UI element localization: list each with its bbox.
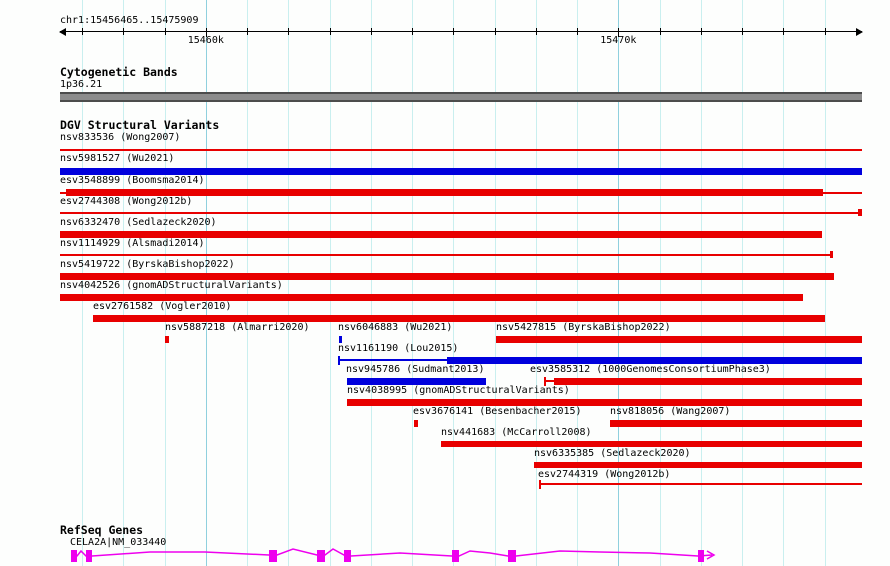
gene-exon-block[interactable] (317, 550, 325, 562)
variant-bar-segment[interactable] (66, 189, 823, 196)
variant-bar-segment[interactable] (534, 462, 862, 468)
minor-gridline (783, 0, 784, 566)
variant-label[interactable]: nsv4042526 (gnomADStructuralVariants) (60, 280, 283, 291)
minor-gridline (288, 0, 289, 566)
variant-bar-segment[interactable] (60, 168, 862, 175)
variant-bar-segment[interactable] (447, 357, 862, 364)
variant-label[interactable]: nsv833536 (Wong2007) (60, 132, 181, 143)
ruler-tick (412, 28, 413, 35)
major-gridline (618, 0, 619, 566)
variant-label[interactable]: nsv4038995 (gnomADStructuralVariants) (347, 385, 570, 396)
dgv-track-title: DGV Structural Variants (60, 118, 220, 132)
variant-label[interactable]: nsv945786 (Sudmant2013) (346, 364, 485, 375)
variant-bar-segment[interactable] (347, 378, 486, 385)
ruler-tick (165, 28, 166, 35)
minor-gridline (330, 0, 331, 566)
variant-bar-segment[interactable] (60, 294, 803, 301)
gene-strand-arrow-icon (707, 551, 714, 559)
variant-label[interactable]: nsv5427815 (ByrskaBishop2022) (496, 322, 671, 333)
variant-bar-segment[interactable] (858, 209, 862, 216)
variant-bar-segment[interactable] (60, 212, 858, 214)
variant-bar-segment[interactable] (165, 336, 169, 343)
variant-label[interactable]: nsv6332470 (Sedlazeck2020) (60, 217, 217, 228)
variant-bar-segment[interactable] (60, 231, 822, 238)
ruler-tick (495, 28, 496, 35)
minor-gridline (742, 0, 743, 566)
ruler-tick (660, 28, 661, 35)
minor-gridline (371, 0, 372, 566)
variant-bar-segment[interactable] (60, 149, 862, 151)
variant-bar-segment[interactable] (830, 251, 833, 258)
variant-bar-segment[interactable] (441, 441, 862, 447)
minor-gridline (825, 0, 826, 566)
ruler-tick-label: 15460k (187, 35, 224, 46)
variant-bar-segment[interactable] (340, 359, 447, 361)
region-coordinates-label: chr1:15456465..15475909 (60, 15, 199, 26)
variant-label[interactable]: nsv5419722 (ByrskaBishop2022) (60, 259, 235, 270)
variant-label[interactable]: nsv1161190 (Lou2015) (338, 343, 459, 354)
minor-gridline (701, 0, 702, 566)
ruler-tick (701, 28, 702, 35)
minor-gridline (536, 0, 537, 566)
variant-bar-segment[interactable] (541, 483, 862, 485)
variant-label[interactable]: esv2761582 (Vogler2010) (93, 301, 232, 312)
variant-bar-segment[interactable] (60, 254, 830, 256)
variant-bar-segment[interactable] (546, 380, 554, 382)
variant-label[interactable]: nsv1114929 (Alsmadi2014) (60, 238, 205, 249)
gene-name-label[interactable]: CELA2A|NM_033440 (70, 537, 167, 548)
variant-label[interactable]: esv2744308 (Wong2012b) (60, 196, 193, 207)
minor-gridline (577, 0, 578, 566)
variant-label[interactable]: esv3548899 (Boomsma2014) (60, 175, 205, 186)
variant-label[interactable]: nsv818056 (Wang2007) (610, 406, 731, 417)
ruler-tick (371, 28, 372, 35)
ruler-tick (825, 28, 826, 35)
variant-bar-segment[interactable] (610, 420, 862, 427)
variant-bar-segment[interactable] (496, 336, 862, 343)
variant-bar-segment[interactable] (414, 420, 418, 427)
ruler-tick-label: 15470k (600, 35, 637, 46)
variant-label[interactable]: nsv6335385 (Sedlazeck2020) (534, 448, 691, 459)
ruler-tick (536, 28, 537, 35)
ruler-tick (123, 28, 124, 35)
ruler-tick (82, 28, 83, 35)
cytoband-name-label: 1p36.21 (60, 79, 103, 90)
variant-label[interactable]: nsv5887218 (Almarri2020) (165, 322, 310, 333)
variant-label[interactable]: nsv441683 (McCarroll2008) (441, 427, 592, 438)
ruler-right-arrow-icon (856, 28, 863, 36)
minor-gridline (453, 0, 454, 566)
refseq-track-title: RefSeq Genes (60, 523, 144, 537)
gene-intron-line (71, 549, 712, 556)
gene-exon-block[interactable] (344, 550, 351, 562)
variant-bar-segment[interactable] (823, 192, 862, 194)
variant-label[interactable]: nsv5981527 (Wu2021) (60, 153, 175, 164)
gene-exon-block[interactable] (269, 550, 277, 562)
gene-exon-block[interactable] (71, 550, 77, 562)
ruler-tick (742, 28, 743, 35)
variant-bar-segment[interactable] (93, 315, 825, 322)
ruler-tick (783, 28, 784, 35)
cytoband-bar (60, 92, 862, 102)
minor-gridline (660, 0, 661, 566)
ruler-tick (288, 28, 289, 35)
variant-label[interactable]: esv2744319 (Wong2012b) (538, 469, 671, 480)
gene-exon-block[interactable] (86, 550, 92, 562)
ruler-tick (247, 28, 248, 35)
variant-label[interactable]: esv3585312 (1000GenomesConsortiumPhase3) (530, 364, 771, 375)
cytoband-track-title: Cytogenetic Bands (60, 65, 178, 79)
variant-bar-segment[interactable] (339, 336, 342, 343)
minor-gridline (412, 0, 413, 566)
ruler-left-arrow-icon (59, 28, 66, 36)
gene-exon-block[interactable] (508, 550, 516, 562)
ruler-tick (453, 28, 454, 35)
variant-bar-segment[interactable] (554, 378, 862, 385)
ruler-tick (577, 28, 578, 35)
variant-label[interactable]: nsv6046883 (Wu2021) (338, 322, 453, 333)
variant-label[interactable]: esv3676141 (Besenbacher2015) (413, 406, 582, 417)
variant-bar-segment[interactable] (60, 273, 834, 280)
variant-bar-segment[interactable] (347, 399, 862, 406)
minor-gridline (495, 0, 496, 566)
ruler-tick (330, 28, 331, 35)
